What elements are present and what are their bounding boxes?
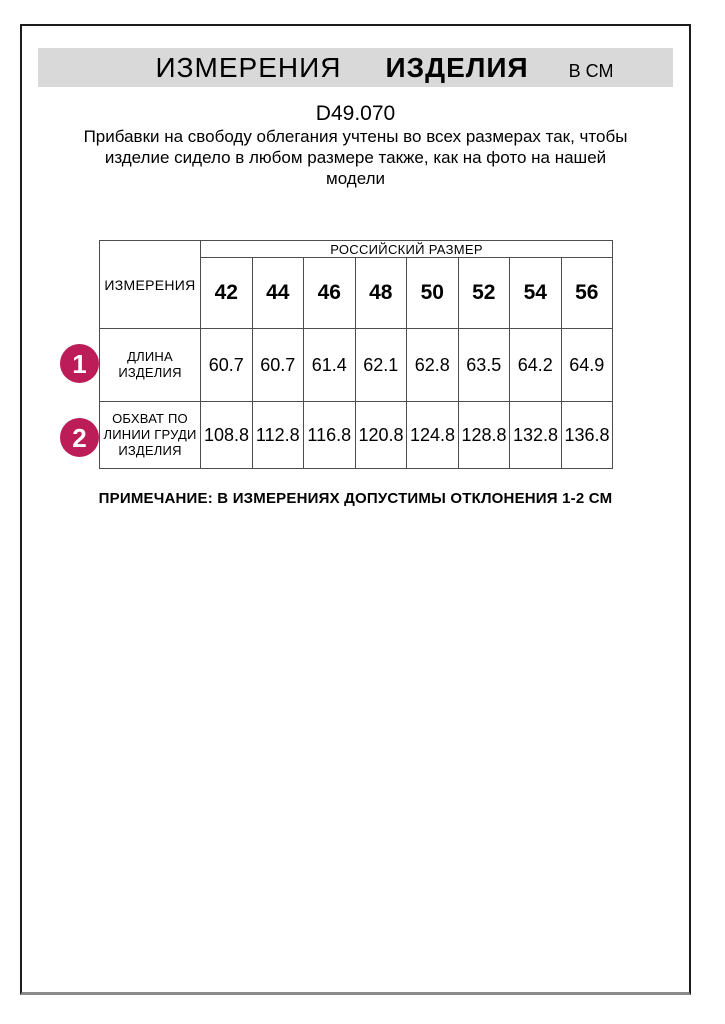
title-measurements: ИЗМЕРЕНИЯ xyxy=(155,52,342,83)
size-table xyxy=(99,240,613,469)
title-bar xyxy=(38,48,673,87)
table-row-chest xyxy=(100,402,613,469)
value-cell: 132.8 xyxy=(510,402,562,469)
fit-description-line: модели xyxy=(326,169,385,188)
value-cell: 108.8 xyxy=(201,402,253,469)
value-cell: 116.8 xyxy=(304,402,356,469)
row-label-cell: ОБХВАТ ПО ЛИНИИ ГРУДИ ИЗДЕЛИЯ xyxy=(100,402,201,469)
value-cell: 63.5 xyxy=(458,329,510,402)
value-cell: 64.9 xyxy=(561,329,613,402)
value-cell: 136.8 xyxy=(561,402,613,469)
page-frame xyxy=(20,24,691,995)
value-cell: 61.4 xyxy=(304,329,356,402)
size-header-cell: 48 xyxy=(355,258,407,329)
row-marker-2: 2 xyxy=(60,418,99,457)
fit-description xyxy=(22,126,689,189)
fit-description-line: изделие сидело в любом размере также, как на фото на нашей xyxy=(104,148,607,167)
size-group-header-cell: РОССИЙСКИЙ РАЗМЕР xyxy=(201,241,613,258)
value-cell: 64.2 xyxy=(510,329,562,402)
size-table-container xyxy=(99,240,613,469)
value-cell: 60.7 xyxy=(201,329,253,402)
table-row-length xyxy=(100,329,613,402)
value-cell: 124.8 xyxy=(407,402,459,469)
size-header-cell: 56 xyxy=(561,258,613,329)
value-cell: 62.1 xyxy=(355,329,407,402)
value-cell: 60.7 xyxy=(252,329,304,402)
size-header-cell: 52 xyxy=(458,258,510,329)
size-header-cell: 42 xyxy=(201,258,253,329)
size-header-cell: 54 xyxy=(510,258,562,329)
title-unit: В СМ xyxy=(568,61,614,81)
row-marker-1: 1 xyxy=(60,344,99,383)
value-cell: 62.8 xyxy=(407,329,459,402)
size-header-cell: 50 xyxy=(407,258,459,329)
value-cell: 120.8 xyxy=(355,402,407,469)
title-product: ИЗДЕЛИЯ xyxy=(385,52,529,83)
value-cell: 112.8 xyxy=(252,402,304,469)
fit-description-line: Прибавки на свободу облегания учтены во всех размерах так, чтобы xyxy=(83,127,628,146)
value-cell: 128.8 xyxy=(458,402,510,469)
corner-header-cell: ИЗМЕРЕНИЯ xyxy=(100,241,201,329)
size-header-cell: 44 xyxy=(252,258,304,329)
table-row-group-header xyxy=(100,241,613,258)
product-code: D49.070 xyxy=(315,102,396,125)
note-text: ПРИМЕЧАНИЕ: В ИЗМЕРЕНИЯХ ДОПУСТИМЫ ОТКЛОНЕНИЯ 1-2 СМ xyxy=(98,490,613,507)
size-header-cell: 46 xyxy=(304,258,356,329)
row-label-cell: ДЛИНА ИЗДЕЛИЯ xyxy=(100,329,201,402)
